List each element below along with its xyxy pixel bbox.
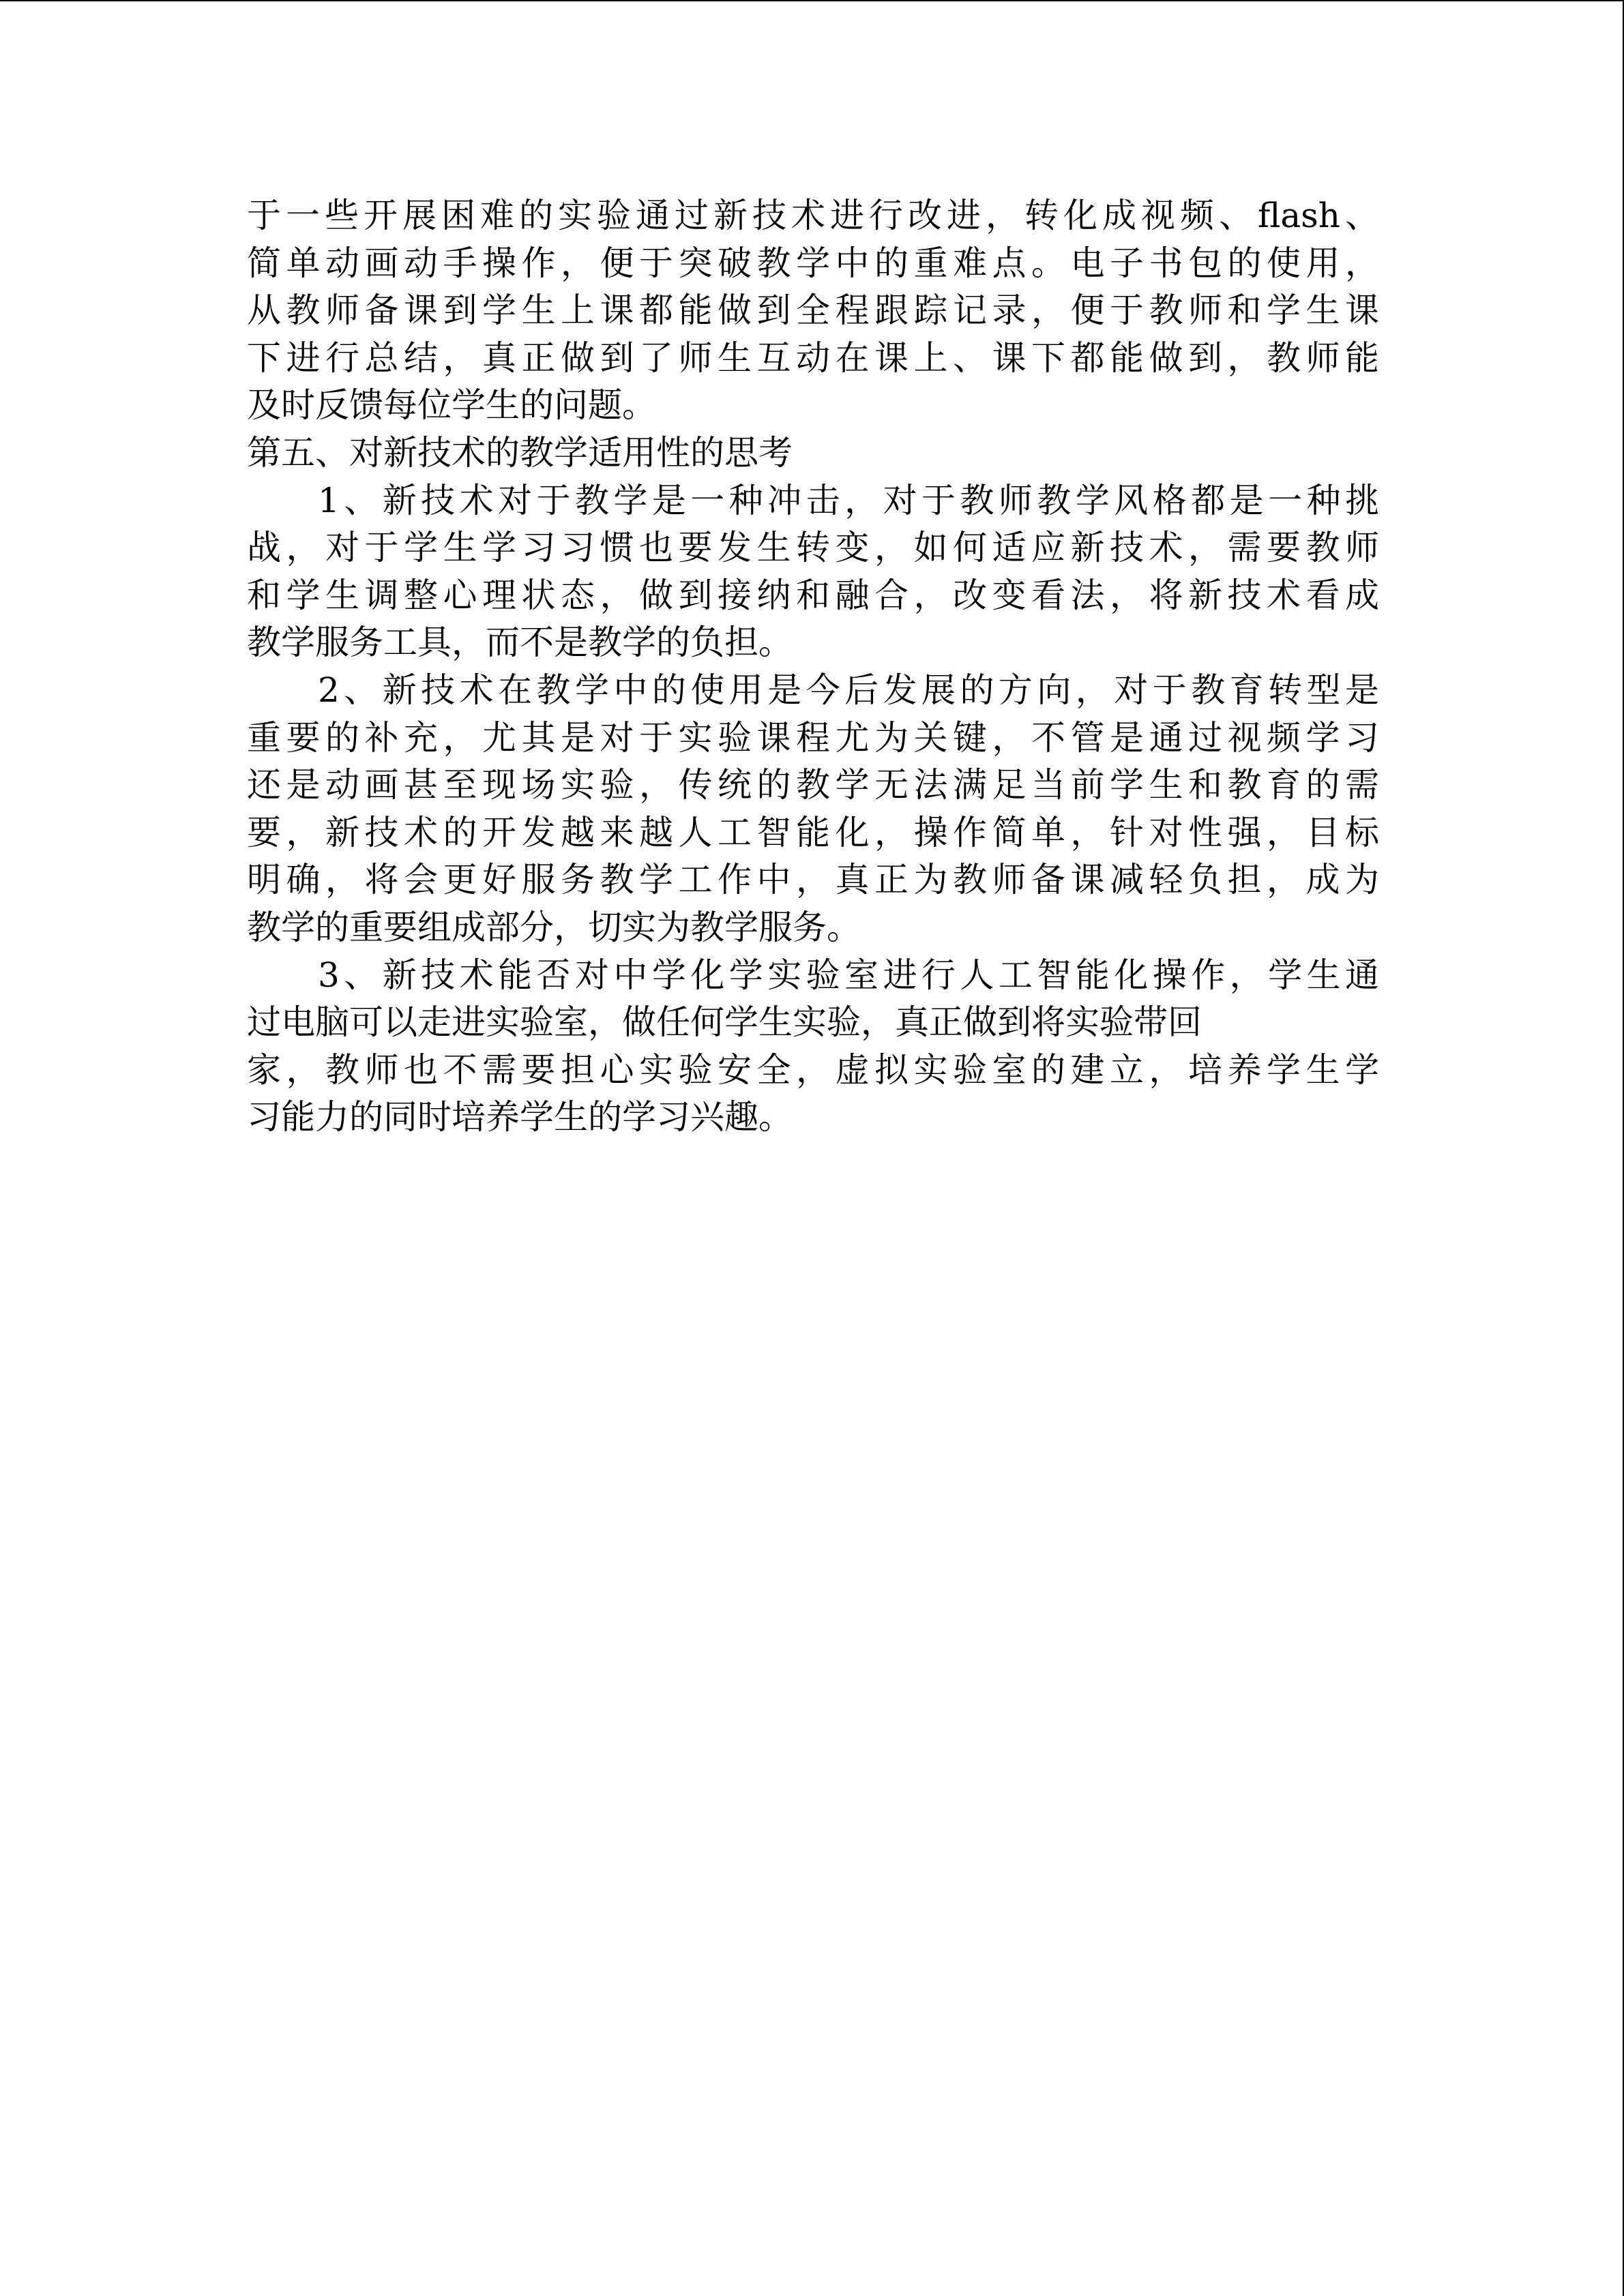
text-line: 明确，将会更好服务教学工作中，真正为教师备课减轻负担，成为 [247, 860, 1379, 900]
paragraph-first-line: 1、新技术对于教学是一种冲击，对于教师教学风格都是一种挑 [318, 480, 1379, 520]
text-line: 和学生调整心理状态，做到接纳和融合，改变看法，将新技术看成 [247, 575, 1379, 615]
text-line: 教学服务工具，而不是教学的负担。 [247, 623, 793, 663]
text-line: 重要的补充，尤其是对于实验课程尤为关键，不管是通过视频学习 [247, 717, 1379, 758]
page-border-top [0, 0, 1624, 1]
text-line: 要，新技术的开发越来越人工智能化，操作简单，针对性强，目标 [247, 812, 1379, 852]
text-line: 过电脑可以走进实验室，做任何学生实验，真正做到将实验带回 [247, 1002, 1202, 1043]
paragraph-first-line: 2、新技术在教学中的使用是今后发展的方向，对于教育转型是 [318, 670, 1379, 710]
text-line: 于一些开展困难的实验通过新技术进行改进，转化成视频、flash、 [247, 196, 1379, 235]
document-body [247, 192, 1379, 1142]
text-line: 家，教师也不需要担心实验安全，虚拟实验室的建立，培养学生学 [247, 1049, 1379, 1090]
text-line: 从教师备课到学生上课都能做到全程跟踪记录，便于教师和学生课 [247, 290, 1379, 331]
text-line: 及时反馈每位学生的问题。 [247, 385, 656, 426]
text-line: 简单动画动手操作，便于突破教学中的重难点。电子书包的使用， [247, 243, 1379, 283]
text-line: 教学的重要组成部分，切实为教学服务。 [247, 907, 861, 947]
section-heading: 第五、对新技术的教学适用性的思考 [247, 432, 793, 473]
text-line: 战，对于学生学习习惯也要发生转变，如何适应新技术，需要教师 [247, 528, 1379, 568]
text-line: 下进行总结，真正做到了师生互动在课上、课下都能做到，教师能 [247, 338, 1379, 378]
paragraph-first-line: 3、新技术能否对中学化学实验室进行人工智能化操作，学生通 [318, 955, 1379, 995]
text-line: 还是动画甚至现场实验，传统的教学无法满足当前学生和教育的需 [247, 765, 1379, 805]
text-line: 习能力的同时培养学生的学习兴趣。 [247, 1097, 793, 1137]
